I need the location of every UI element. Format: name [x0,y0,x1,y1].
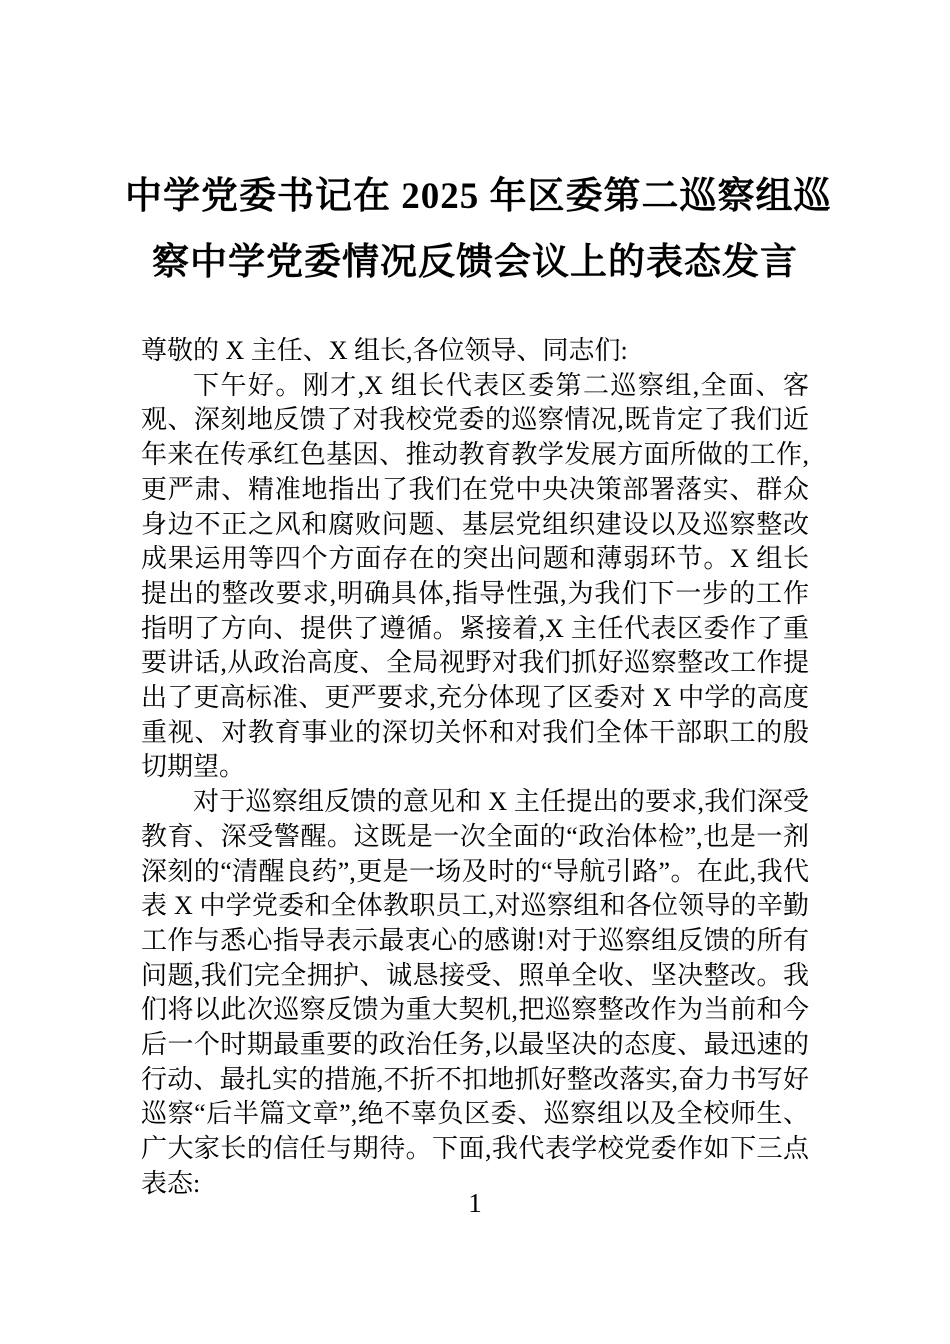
body-paragraph-1: 下午好。刚才,X 组长代表区委第二巡察组,全面、客观、深刻地反馈了对我校党委的巡察情况,既肯定了我们近年来在传承红色基因、推动教育教学发展方面所做的工作,更严肃、精准地指出了我们在党中央决策部署落实、群众身边不正之风和腐败问题、基层党组织建设以及巡察整改成果运用等四个方面存在的突出问题和薄弱环节。X 组长提出的整改要求,明确具体,指导性强,为我们下一步的工作指明了方向、提供了遵循。紧接着,X 主任代表区委作了重要讲话,从政治高度、全局视野对我们抓好巡察整改工作提出了更高标准、更严要求,充分体现了区委对 X 中学的高度重视、对教育事业的深切关怀和对我们全体干部职工的殷切期望。 [141,370,809,782]
salutation-paragraph: 尊敬的 X 主任、X 组长,各位领导、同志们: [141,336,628,365]
document-body [141,334,809,1202]
document-title-line-1: 中学党委书记在 2025 年区委第二巡察组巡 [125,176,832,217]
document-title-line-2: 察中学党委情况反馈会议上的表态发言 [152,242,798,283]
document-title [125,0,832,296]
body-paragraph-2: 对于巡察组反馈的意见和 X 主任提出的要求,我们深受教育、深受警醒。这既是一次全面的“政治体检”,也是一剂深刻的“清醒良药”,更是一场及时的“导航引路”。在此,我代表 X 中学党委和全体教职员工,对巡察组和各位领导的辛勤工作与悉心指导表示最衷心的感谢!对于巡察组反馈的所有问题,我们完全拥护、诚恳接受、照单全收、坚决整改。我们将以此次巡察反馈为重大契机,把巡察整改作为当前和今后一个时期最重要的政治任务,以最坚决的态度、最迅速的行动、最扎实的措施,不折不扣地抓好整改落实,奋力书写好巡察“后半篇文章”,绝不辜负区委、巡察组以及全校师生、广大家长的信任与期待。下面,我代表学校党委作如下三点表态: [141,787,809,1198]
page-number: 1 [468,1188,482,1218]
